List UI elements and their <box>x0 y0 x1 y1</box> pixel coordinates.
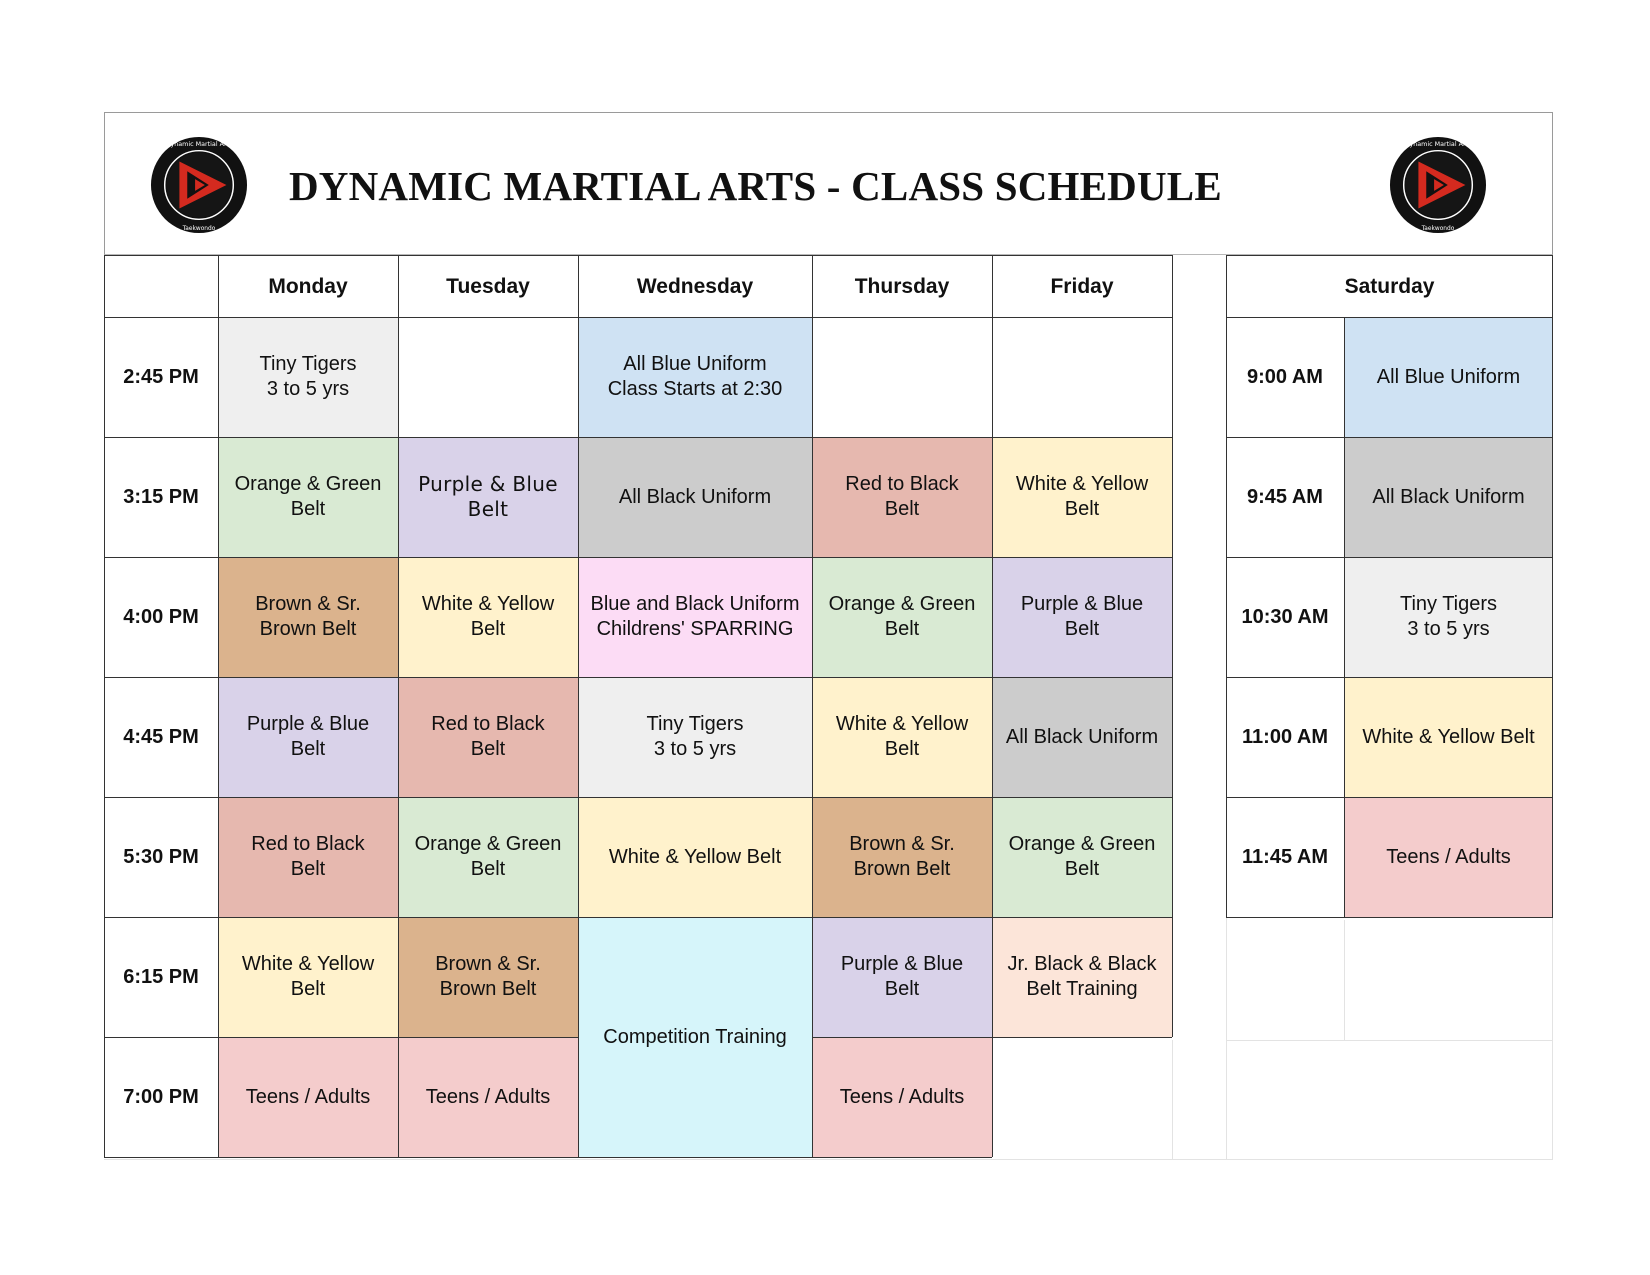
time-label-label: 7:00 PM <box>123 1085 199 1108</box>
class-cell-fri-615 <box>992 917 1172 1037</box>
saturday-class-cell-label: All Black Uniform <box>1372 485 1525 508</box>
grid-line <box>104 317 1172 318</box>
day-header-wednesday-label: Wednesday <box>636 274 754 298</box>
grid-line <box>104 1157 992 1158</box>
class-cell-tue-615 <box>398 917 578 1037</box>
class-cell-mon-615-label: White & Yellow Belt <box>241 953 375 1000</box>
grid-line <box>104 677 1172 678</box>
class-cell-mon-445-label: Purple & Blue Belt <box>246 713 370 760</box>
class-cell-tue-445-label: Red to Black Belt <box>431 713 545 760</box>
grid-line <box>1226 797 1553 798</box>
saturday-class-cell-label: Tiny Tigers 3 to 5 yrs <box>1399 593 1498 640</box>
saturday-class-cell <box>1344 797 1553 917</box>
day-header-wednesday <box>578 255 812 317</box>
class-cell-fri-245 <box>992 317 1172 437</box>
saturday-time-label <box>1226 557 1344 677</box>
class-cell-fri-615-label: Jr. Black & Black Belt Training <box>1007 953 1157 1000</box>
grid-line <box>1226 317 1553 318</box>
class-cell-thu-530 <box>812 797 992 917</box>
class-cell-mon-400 <box>218 557 398 677</box>
time-label <box>104 317 218 437</box>
class-cell-wed-245-label: All Blue Uniform Class Starts at 2:30 <box>607 353 783 400</box>
day-header-thursday-label: Thursday <box>854 274 950 298</box>
academy-logo-left <box>150 136 248 234</box>
class-cell-mon-245 <box>218 317 398 437</box>
grid-line <box>1226 255 1227 917</box>
svg-text:Taekwondo: Taekwondo <box>182 226 216 233</box>
class-cell-mon-530-label: Red to Black Belt <box>251 833 365 880</box>
friday-empty-border <box>1172 1040 1173 1160</box>
class-cell-fri-530 <box>992 797 1172 917</box>
time-label-label: 4:45 PM <box>123 725 199 748</box>
grid-line <box>1226 557 1553 558</box>
grid-line <box>104 1037 578 1038</box>
saturday-class-cell <box>1344 317 1553 437</box>
grid-line <box>1172 255 1173 1037</box>
class-cell-thu-245 <box>812 317 992 437</box>
time-label-label: 6:15 PM <box>123 965 199 988</box>
day-header-thursday <box>812 255 992 317</box>
saturday-time-label <box>1226 437 1344 557</box>
class-cell-mon-700-label: Teens / Adults <box>245 1085 371 1108</box>
saturday-time-label <box>1226 797 1344 917</box>
outer-border-bottom <box>104 1159 1553 1160</box>
saturday-class-cell-label: Teens / Adults <box>1386 845 1511 868</box>
time-label-label: 2:45 PM <box>123 365 199 388</box>
saturday-time-label-label: 11:00 AM <box>1242 725 1328 748</box>
class-cell-mon-245-label: Tiny Tigers 3 to 5 yrs <box>259 353 357 400</box>
time-label <box>104 557 218 677</box>
grid-line <box>1226 255 1553 256</box>
saturday-class-cell <box>1344 557 1553 677</box>
class-cell-mon-400-label: Brown & Sr. Brown Belt <box>255 593 361 640</box>
academy-logo-right <box>1389 136 1487 234</box>
class-cell-tue-700-label: Teens / Adults <box>425 1085 551 1108</box>
class-cell-tue-530-label: Orange & Green Belt <box>414 833 562 880</box>
class-cell-wed-315-label: All Black Uniform <box>618 485 772 508</box>
class-cell-wed-445-label: Tiny Tigers 3 to 5 yrs <box>646 713 744 760</box>
class-cell-tue-700 <box>398 1037 578 1157</box>
time-label <box>104 797 218 917</box>
svg-text:Taekwondo: Taekwondo <box>1421 226 1455 233</box>
class-cell-tue-315-label: Purple & Blue Belt <box>418 472 558 521</box>
saturday-time-label-label: 9:00 AM <box>1247 365 1323 388</box>
saturday-time-label <box>1226 677 1344 797</box>
day-header-saturday-label: Saturday <box>1344 274 1435 298</box>
svg-text:Dynamic Martial Arts: Dynamic Martial Arts <box>1404 139 1472 148</box>
class-cell-fri-315-label: White & Yellow Belt <box>1015 473 1149 520</box>
class-cell-tue-400 <box>398 557 578 677</box>
grid-line <box>1226 917 1553 918</box>
class-cell-thu-700 <box>812 1037 992 1157</box>
class-cell-mon-315 <box>218 437 398 557</box>
class-cell-fri-445 <box>992 677 1172 797</box>
grid-line <box>104 255 105 1157</box>
class-cell-wed-400 <box>578 557 812 677</box>
class-cell-thu-615 <box>812 917 992 1037</box>
class-cell-tue-445 <box>398 677 578 797</box>
time-label <box>104 437 218 557</box>
saturday-class-cell-label: All Blue Uniform <box>1376 365 1521 388</box>
class-cell-thu-400 <box>812 557 992 677</box>
class-cell-thu-700-label: Teens / Adults <box>839 1085 965 1108</box>
class-cell-tue-530 <box>398 797 578 917</box>
class-cell-fri-530-label: Orange & Green Belt <box>1008 833 1156 880</box>
day-header-monday-label: Monday <box>268 274 348 298</box>
class-cell-thu-315 <box>812 437 992 557</box>
class-cell-wed-445 <box>578 677 812 797</box>
class-cell-wed-315 <box>578 437 812 557</box>
class-cell-fri-445-label: All Black Uniform <box>1005 725 1159 748</box>
grid-line <box>992 255 993 1157</box>
class-cell-fri-400 <box>992 557 1172 677</box>
day-header-friday-label: Friday <box>1050 274 1114 298</box>
page-title: DYNAMIC MARTIAL ARTS - CLASS SCHEDULE <box>289 163 1222 209</box>
day-header-monday <box>218 255 398 317</box>
class-cell-tue-400-label: White & Yellow Belt <box>421 593 555 640</box>
grid-line <box>1344 317 1345 917</box>
grid-line <box>1226 677 1553 678</box>
grid-line <box>1552 255 1553 917</box>
class-cell-thu-530-label: Brown & Sr. Brown Belt <box>849 833 955 880</box>
class-cell-mon-700 <box>218 1037 398 1157</box>
grid-line <box>104 557 1172 558</box>
grid-line <box>104 917 1172 918</box>
logo-text: Dynamic Martial Arts <box>165 139 233 148</box>
grid-line <box>812 255 813 1157</box>
class-cell-fri-400-label: Purple & Blue Belt <box>1020 593 1144 640</box>
class-cell-fri-315 <box>992 437 1172 557</box>
saturday-class-cell <box>1344 677 1553 797</box>
grid-line <box>218 255 219 1157</box>
class-cell-wed-530 <box>578 797 812 917</box>
time-label-label: 3:15 PM <box>123 485 199 508</box>
time-label <box>104 917 218 1037</box>
class-cell-mon-615 <box>218 917 398 1037</box>
class-cell-tue-615-label: Brown & Sr. Brown Belt <box>435 953 541 1000</box>
class-cell-thu-400-label: Orange & Green Belt <box>828 593 976 640</box>
grid-line <box>578 255 579 1157</box>
schedule-sheet <box>104 112 1553 1160</box>
class-cell-wed-615 <box>578 917 812 1157</box>
class-cell-mon-315-label: Orange & Green Belt <box>234 473 382 520</box>
class-cell-thu-315-label: Red to Black Belt <box>845 473 959 520</box>
grid-line <box>104 255 1172 256</box>
sat-empty-line <box>1226 1040 1553 1041</box>
class-cell-thu-445 <box>812 677 992 797</box>
class-cell-wed-400-label: Blue and Black Uniform Childrens' SPARRING <box>590 593 800 640</box>
day-header-saturday <box>1226 255 1553 317</box>
saturday-time-label-label: 9:45 AM <box>1247 485 1323 508</box>
day-header-friday <box>992 255 1172 317</box>
class-cell-wed-530-label: White & Yellow Belt <box>608 845 782 868</box>
header-corner <box>104 255 218 317</box>
time-label <box>104 677 218 797</box>
saturday-class-cell-label: White & Yellow Belt <box>1362 725 1535 748</box>
saturday-time-label-label: 10:30 AM <box>1241 605 1329 628</box>
saturday-class-cell <box>1344 437 1553 557</box>
grid-line <box>104 437 1172 438</box>
class-cell-thu-615-label: Purple & Blue Belt <box>840 953 964 1000</box>
class-cell-wed-245 <box>578 317 812 437</box>
grid-line <box>104 797 1172 798</box>
class-cell-mon-530 <box>218 797 398 917</box>
day-header-tuesday-label: Tuesday <box>446 274 530 298</box>
class-cell-tue-315 <box>398 437 578 557</box>
time-label-label: 4:00 PM <box>123 605 199 628</box>
sat-empty-divider <box>1344 920 1345 1040</box>
time-label <box>104 1037 218 1157</box>
class-cell-tue-245 <box>398 317 578 437</box>
saturday-time-label-label: 11:45 AM <box>1242 845 1328 868</box>
grid-line <box>398 255 399 1157</box>
class-cell-wed-615-label: Competition Training <box>603 1025 787 1048</box>
class-cell-mon-445 <box>218 677 398 797</box>
saturday-time-label <box>1226 317 1344 437</box>
class-cell-thu-445-label: White & Yellow Belt <box>835 713 969 760</box>
day-header-tuesday <box>398 255 578 317</box>
time-label-label: 5:30 PM <box>123 845 199 868</box>
grid-line <box>1226 437 1553 438</box>
